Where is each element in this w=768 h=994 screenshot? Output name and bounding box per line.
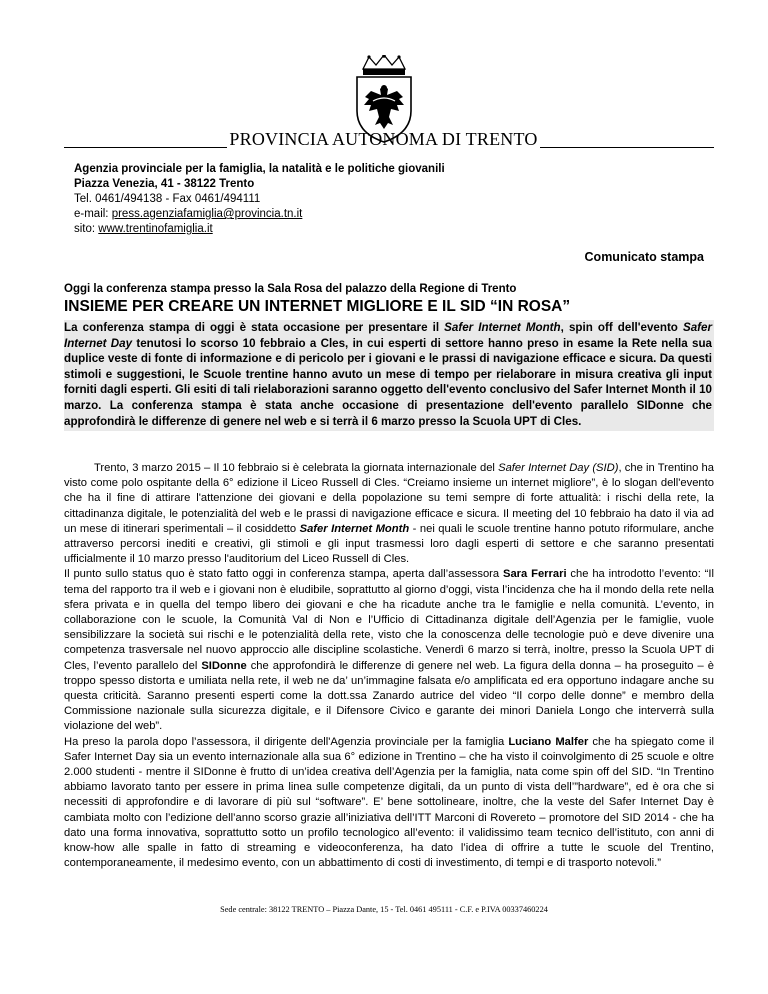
- text: che ha introdotto l’evento: “Il tema del rapporto tra il web e i giovani non è eludibile, soprattutto al giorno d’oggi, vista l’incidenza che ha il mondo della rete nella sfera privata e in quella del tempo libero dei giovani e che ha ricadute anche tra le famiglie e nella comunità. L’evento, in collaborazione con le scuole, la Comunità Val di Non e l’Ufficio di Cittadinanza digitale dell’Agenzia per le famiglie, vuole sensibilizzare la società sui rischi e le potenzialità della rete, visto che la conoscenza delle tecnologie può e deve divenire una competenza trasversale nel nuovo approccio alle discipline scolastiche. Venerdì 6 marzo si terrà, inoltre, presso la Scuola UPT di Cles, l’evento parallelo del: [64, 568, 714, 672]
- footer: Sede centrale: 38122 TRENTO – Piazza Dante, 15 - Tel. 0461 495111 - C.F. e P.IVA 00337460224: [220, 905, 548, 914]
- site-link[interactable]: www.trentinofamiglia.it: [98, 223, 213, 235]
- province-title: PROVINCIA AUTONOMA DI TRENTO: [229, 129, 538, 149]
- bold-text: Luciano Malfer: [508, 735, 589, 748]
- text: che approfondirà le differenze di genere nel web. La figura della donna – ha proseguito – è troppo spesso distorta e umiliata nella rete, il web ne da’ un’immagine falsata e/o amplificata ed era opportuno indagare anche su questa criticità. Saranno presenti esperti come la dott.ssa Zanardo autrice del video “Il corpo delle donne” e membro della Commissione nazionale sulla sicurezza digitale, e il Difensore Civico e garante dei minori Daniela Longo che interverrà sulla violazione del web”.: [64, 659, 714, 733]
- agency-info: [74, 162, 445, 237]
- abstract-italic: Safer Internet Month: [444, 321, 561, 334]
- abstract-text: La conferenza stampa di oggi è stata occasione per presentare il: [64, 321, 445, 334]
- agency-address: Piazza Venezia, 41 - 38122 Trento: [74, 178, 255, 190]
- email-link[interactable]: press.agenziafamiglia@provincia.tn.it: [111, 208, 303, 220]
- paragraph: [64, 735, 714, 872]
- header-rule-left: [64, 147, 227, 148]
- paragraph: [64, 567, 714, 734]
- text: - nei quali le scuole trentine hanno potuto riformulare, anche attraverso percorsi inediti e creativi, gli stimoli e gli input trasmessi loro dagli esperti di settore e che saranno presentati ufficialmente il 10 marzo presso l'auditorium del Liceo Russell di Cles.: [64, 522, 714, 566]
- document-type: Comunicato stampa: [584, 250, 704, 264]
- text: Ha preso la parola dopo l’assessora, il dirigente dell'Agenzia provinciale per la famiglia: [64, 735, 509, 748]
- site-label: sito:: [74, 223, 99, 235]
- abstract-italic: Safer Internet Day: [64, 321, 712, 350]
- agency-phone: Tel. 0461/494138 - Fax 0461/494111: [74, 193, 261, 205]
- agency-email-line: [74, 207, 445, 222]
- subheading: Oggi la conferenza stampa presso la Sala Rosa del palazzo della Regione di Trento: [64, 283, 517, 295]
- email-label: e-mail:: [74, 208, 112, 220]
- text: , che in Trentino ha visto come polo ospitante della 6° edizione il Liceo Russell di Cles. “Creiamo insieme un internet migliore”, è lo slogan dell'evento che ha il fine di attirare l'attenzione dei giovani e della popolazione su temi sempre di forte attualità: i rischi della rete, la cittadinanza digitale, le potenzialità del web e le prassi di navigazione efficace e sicura. Il meeting del 10 febbraio ha dato il via ad un mese di itinerari sperimentali – il cosiddetto: [64, 462, 714, 535]
- agency-name: Agenzia provinciale per la famiglia, la natalità e le politiche giovanili: [74, 163, 445, 175]
- bold-text: SIDonne: [201, 659, 247, 672]
- bold-text: Sara Ferrari: [503, 568, 567, 581]
- abstract-text: tenutosi lo scorso 10 febbraio a Cles, in cui esperti di settore hanno preso in esame la Rete nella sua duplice veste di fonte di informazione e di pericolo per i giovani e le prassi di navigazione efficace e sicura. Da questi stimoli e suggestioni, le Scuole trentine hanno avuto un mese di tempo per rielaborare in misura creativa gli input forniti dagli esperti. Gli esiti di tali rielaborazioni saranno oggetto dell'evento conclusivo del Safer Internet Month il 10 marzo. La conferenza stampa è stata anche occasione di presentazione dell'evento parallelo SIDonne che approfondirà le differenze di genere nel web e si terrà il 6 marzo presso la Scuola UPT di Cles.: [64, 336, 712, 428]
- header-rule-right: [540, 147, 714, 148]
- article-body: [64, 461, 714, 871]
- text: Trento, 3 marzo 2015 – Il 10 febbraio si è celebrata la giornata internazionale del: [94, 462, 499, 474]
- paragraph: [64, 461, 714, 567]
- italic-text: Safer Internet Day (SID): [498, 462, 619, 474]
- bold-italic-text: Safer Internet Month: [299, 522, 410, 535]
- text: che ha spiegato come il Safer Internet Day sia un evento internazionale alla sua 6° edizione in Trentino – che ha visto il coinvolgimento di 25 scuole e oltre 2.000 studenti - mentre il SIDonne è frutto di un’idea creativa dell’Agenzia per la famiglia, nata come spin off del SID. “In Trentino abbiamo lavorato tanto per essere in prima linea sulle competenze digitali, da un punto di vista dell’”hardware”, ed è ora che si necessiti di approfondire e di lavorare di più sul “software”. E’ bene sottolineare, inoltre, che la veste del Safer Internet Day è cambiata molto con l’edizione dell’anno scorso grazie all’iniziativa dell’ITT Marconi di Rovereto – promotore del SID 2014 - che ha dato una forma innovativa, soprattutto sotto un profilo tecnologico all’evento: il validissimo team tecnico dell’istituto, con anni di know-how alle spalle in fatto di streaming e videoconferenza, ha dato l’idea di offrire a tutte le scuole del Trentino, contemporaneamente, il medesimo evento, con un abbattimento di costi di investimento, di tempi e di trasporto notevoli.”: [64, 735, 715, 870]
- abstract: [64, 320, 714, 431]
- agency-site-line: [74, 222, 445, 237]
- text: Il punto sullo status quo è stato fatto oggi in conferenza stampa, aperta dall’assessora: [64, 568, 503, 581]
- headline: INSIEME PER CREARE UN INTERNET MIGLIORE E IL SID “IN ROSA”: [64, 298, 571, 315]
- abstract-text: , spin off dell'evento: [560, 321, 683, 334]
